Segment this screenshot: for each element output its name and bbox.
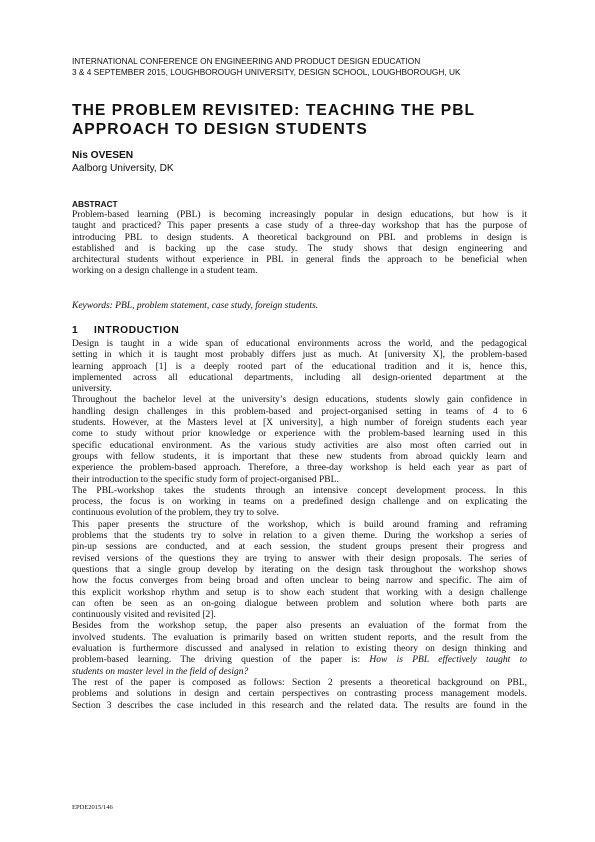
body-line: involved students. The evaluation is primarily based on written student reports, and the result from the: [72, 632, 527, 643]
abstract-line: working on a design challenge in a student team.: [72, 266, 258, 277]
page-footer-id: EPDE2015/146: [72, 804, 113, 811]
abstract-body: [72, 210, 527, 278]
section-heading: [72, 325, 179, 337]
body-line: implemented across all educational departments, including all design-oriented department at the: [72, 372, 527, 383]
abstract-line: Problem-based learning (PBL) is becoming increasingly popular in design educations, but how is it: [72, 210, 527, 220]
author-affiliation: Aalborg University, DK: [72, 163, 174, 174]
abstract-line: taught and practiced? This paper presents a case study of a three-day workshop that has the purpose of: [72, 221, 527, 232]
body-line: handling design challenges in this problem-based and project-organised setting in teams of 4 to 6: [72, 406, 527, 417]
abstract-line: established and is backing up the case study. The study shows that design engineering and: [72, 243, 527, 254]
paper-title-line: APPROACH TO DESIGN STUDENTS: [72, 121, 368, 138]
abstract-line: architectural students without experience in PBL in general finds the approach to be beneficial when: [72, 255, 527, 266]
conference-name: INTERNATIONAL CONFERENCE ON ENGINEERING AND PRODUCT DESIGN EDUCATION: [72, 56, 421, 66]
keywords: Keywords: PBL, problem statement, case study, foreign students.: [72, 301, 319, 311]
abstract-line: introducing PBL to design students. A theoretical background on PBL and problems in design is: [72, 232, 527, 243]
body-line: pin-up sessions are conducted, and at each session, the student groups present their progress and: [72, 542, 527, 553]
body-line: problems that the students try to solve in relation to a given theme. During the workshop a series of: [72, 531, 527, 542]
body-line: how the focus converges from being broad and often unclear to being narrow and specific. The aim of: [72, 576, 527, 587]
conference-date-location: 3 & 4 SEPTEMBER 2015, LOUGHBOROUGH UNIVERSITY, DESIGN SCHOOL, LOUGHBOROUGH, UK: [72, 67, 461, 77]
body-line: students. However, at the Masters level at [X university], a high number of foreign students each year: [72, 418, 527, 429]
body-line: process, the focus is on working in teams on a predefined design challenge and on explicating the: [72, 497, 527, 508]
body-line: Design is taught in a wide span of educational environments across the world, and the pedagogical: [72, 339, 527, 349]
conference-header: [72, 56, 532, 78]
body-line-text: problem-based learning. The driving question of the paper is:: [72, 655, 370, 666]
body-line: revised versions of the questions they are trying to answer with their design proposals. The series of: [72, 553, 527, 564]
driving-question: How is PBL effectively taught to: [369, 655, 527, 666]
body-line: problems and solutions in design and certain perspectives on contrasting process management models.: [72, 689, 527, 700]
body-line: setting in which it is taught most probably differs just as much. At [university X], the problem-based: [72, 350, 527, 361]
body-line: experience the problem-based approach. Therefore, a three-day workshop is held each year as part of: [72, 463, 527, 474]
body-line: their introduction to the specific study form of project-organised PBL.: [72, 474, 339, 485]
paper-title: [72, 101, 532, 139]
body-line: learning approach [1] is a deeply rooted part of the educational tradition and it is, hence this,: [72, 361, 527, 372]
body-line: questions that a single group develop by iterating on the design task throughout the workshop shows: [72, 564, 527, 575]
section-number: 1: [72, 325, 79, 336]
body-line: Section 3 describes the case included in this research and the related data. The results are found in the: [72, 700, 527, 711]
body-line: The PBL-workshop takes the students through an intensive concept development process. In this: [72, 485, 527, 496]
body-line: This paper presents the structure of the workshop, which is build around framing and reframing: [72, 519, 527, 530]
body-line: groups with fellow students, it is important that these new students from abroad quickly learn and: [72, 451, 527, 462]
body-line: come to study without prior knowledge or experience with the problem-based learning used in this: [72, 429, 527, 440]
body-line: continuously visited and revisited [2].: [72, 610, 216, 621]
body-line: [72, 655, 527, 666]
body-line: Besides from the workshop setup, the paper also presents an evaluation of the format from the: [72, 621, 527, 632]
body-line: university.: [72, 384, 112, 395]
body-line: The rest of the paper is composed as follows: Section 2 presents a theoretical background on PBL,: [72, 677, 527, 688]
abstract-heading: ABSTRACT: [72, 199, 118, 209]
body-line: can often be seen as an on-going dialogue between problem and solution where both parts are: [72, 598, 527, 609]
body-line: continuous evolution of the problem, they try to solve.: [72, 508, 279, 519]
driving-question-continued: students on master level in the field of design?: [72, 666, 249, 677]
body-line: evaluation is furthermore discussed and analysed in relation to existing theory on design thinking and: [72, 644, 527, 655]
section-title: INTRODUCTION: [94, 325, 180, 336]
body-line: this explicit workshop rhythm and setup is to show each student that working with a design challenge: [72, 587, 527, 598]
author-name: Nis OVESEN: [72, 150, 134, 161]
body-line: specific educational environment. As the various study activities are also most often carried out in: [72, 440, 527, 451]
paper-title-line: THE PROBLEM REVISITED: TEACHING THE PBL: [72, 102, 476, 119]
section-body: [72, 339, 527, 712]
body-line: Throughout the bachelor level at the university’s design educations, students slowly gain confidence in: [72, 395, 527, 406]
